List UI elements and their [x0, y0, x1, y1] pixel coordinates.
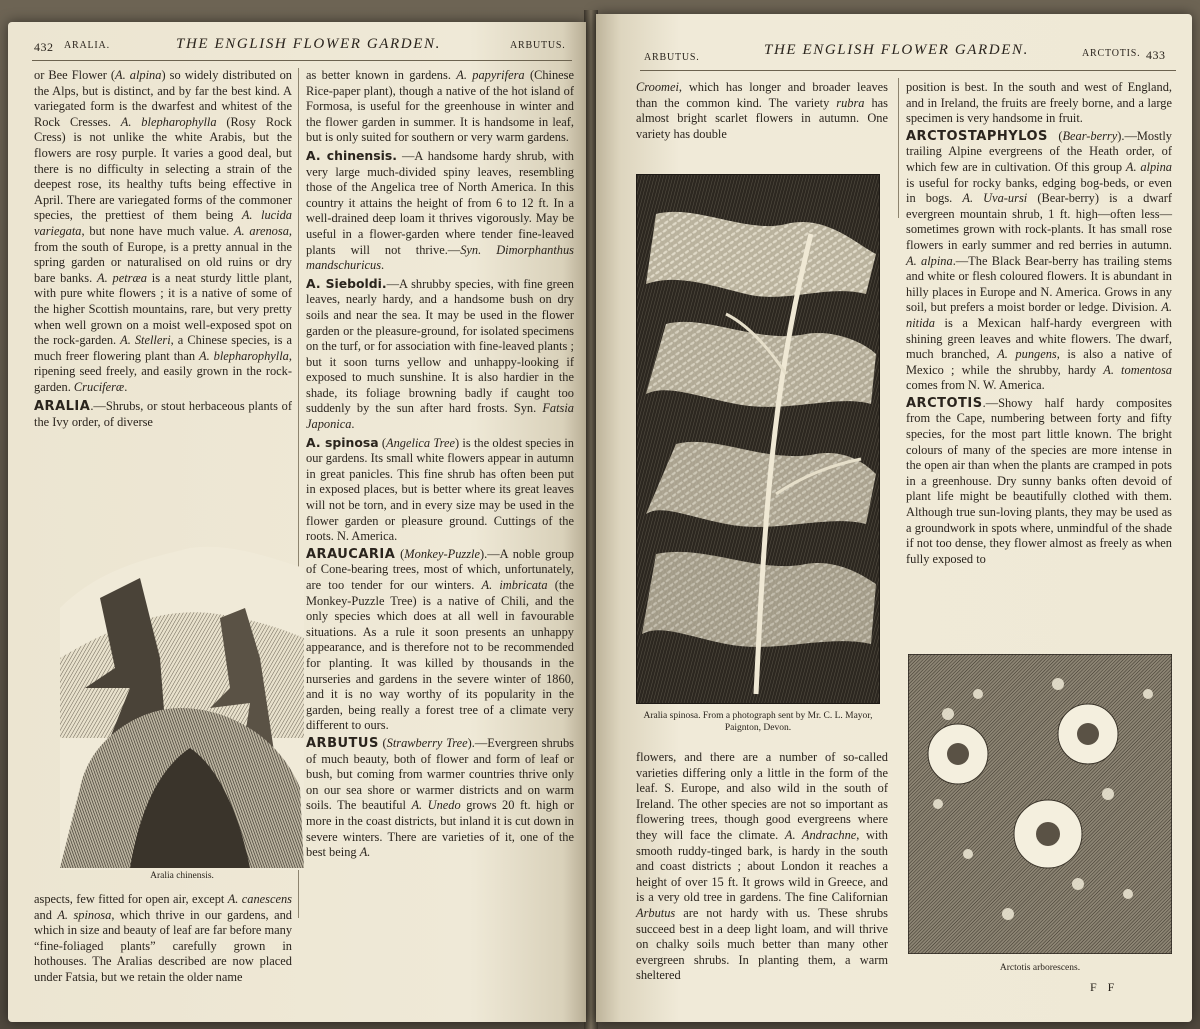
left-col1-paragraph: or Bee Flower (A. alpina) so widely distributed on the Alps, but is distinct, and by far the best kind. A variegated form is the dwarfest and whitest of the Rock Cresses. A. blepharophylla (Rosy Rock Cress) is not unlike the white Arabis, but the flowers are rosy purple. It varies a good deal, but there is no difficulty in selecting a strain of the deepest rose, its healthy tufts being effective in April. There are variegated forms of the commoner species, the prettiest of them being A. lucida variegata, but none have much value. A. arenosa, from the south of Europe, is a pretty annual in the spring garden or naturalised on old ruins or dry bare banks. A. petræa is a neat sturdy little plant, with pure white flowers ; it is a native of some of the higher Scottish mountains, rare, but very pretty when well grown on a moist well-exposed spot on the rock-garden. A. Stelleri, a Chinese species, is a much freer flowering plant than A. blepharophylla, ripening seed freely, and easily grown in the rock-garden. Cruciferæ. [34, 68, 292, 394]
aralia-spinosa-caption: Aralia spinosa. From a photograph sent by Mr. C. L. Mayor, Paignton, Devon. [643, 711, 873, 733]
left-col1-bottom [34, 892, 292, 986]
right-col1-top [636, 80, 888, 142]
right-section-right: ARCTOTIS. [1082, 48, 1141, 59]
arctotis-arborescens-caption: Arctotis arborescens. [999, 963, 1081, 973]
right-section-left: ARBUTUS. [644, 52, 700, 63]
croomei-paragraph: Croomei, which has longer and broader leaves than the common kind. The variety rubra has almost bright scarlet flowers in autumn. One variety has double [636, 80, 888, 141]
arctostaphylos-entry: ARCTOSTAPHYLOS (Bear-berry).—Mostly trailing Alpine evergreens of the Heath order, of which few are in cultivation. Of this group A. alpina is useful for rocky banks, edging bog-beds, or even in bogs. A. Uva-ursi (Bear-berry) is a dwarf evergreen mountain shrub, 1 ft. high—often less—sometimes grown with rock-plants. It has small rose flowers in early summer and red berries in autumn. A. alpina.—The Black Bear-berry has trailing stems and white or flesh coloured flowers. It is abundant in hilly places in Europe and N. America. Grows in any soil, but prefers a moist border or ledge. Division. A. nitida is a Mexican half-hardy evergreen with shining green leaves and white flowers. The dwarf, much branched, A. pungens, is also a native of Mexico ; while the shrubby, hardy A. tomentosa comes from N. W. America. [906, 128, 1173, 393]
spinosa-heading: A. spinosa [306, 434, 379, 450]
arbutus-continued-paragraph: flowers, and there are a number of so-called varieties differing only a little in the form of the leaf. S. Europe, and also wild in the south of Ireland. The other species are not so important as flowering trees, though good evergreens where they will face the climate. A. Andrachne, with smooth ruddy-tinged bark, is hardy in the south and coast districts ; about London it reaches a height of over 15 ft. It grows wild in Greece, and is a very old tree in gardens. The fine Californian Arbutus are not hardy with us. These shrubs succeed best in a deep light loam, and will thrive on chalky soils much better than many other evergreen shrubs. In planting them, a warm sheltered [636, 750, 888, 983]
arctotis-heading: ARCTOTIS [906, 395, 983, 411]
sieboldi-heading: A. Sieboldi. [306, 275, 387, 291]
arctotis-arborescens-engraving [908, 654, 1172, 954]
left-running-head [8, 36, 586, 60]
right-header-rule [640, 70, 1176, 71]
right-column-rule [898, 78, 899, 218]
left-header-rule [32, 60, 572, 61]
aralia-spinosa-engraving [636, 174, 880, 704]
aralia-heading: ARALIA [34, 399, 91, 415]
papyrifera-paragraph: as better known in gardens. A. papyrifera (Chinese Rice-paper plant), though a native of the hot island of Formosa, is useful for the greenhouse in winter and the flower garden in summer. It is handsome in leaf, but is only suited for southern or very warm gardens. [306, 68, 574, 145]
right-page [596, 14, 1192, 1022]
right-col1-bottom [636, 750, 888, 984]
araucaria-entry: ARAUCARIA (Monkey-Puzzle).—A noble group of Cone-bearing trees, most of which, unfortunately, are too tender for our winters. A. imbricata (the Monkey-Puzzle Tree) is a native of Chili, and the only species which does at all well in favourable situations. As a rule it soon presents an unhappy appearance, and is therefore not to be recommended for planting. It was killed by thousands in the nurseries and gardens in the severe winter of 1860, and it is no way worthy of its popularity in the garden, being really a forest tree of a climate very different to ours. [306, 546, 574, 733]
position-paragraph: position is best. In the south and west of England, and in Ireland, the fruits are freely borne, and a large specimen is very handsome in fruit. [906, 80, 1172, 126]
arctotis-entry: ARCTOTIS.—Showy half hardy composites from the Cape, numbering between forty and fifty species, for the most part little known. The bright colours of many of the species are more intense in the open air than when the plants are cramped in pots in a greenhouse. Dry sunny banks often devoid of plant life might be beautifully clothed with them. Although true sun-loving plants, they may be used as a groundwork in spots where, unmindful of the shade if not too dense, they flower almost as freely as when fully exposed to [906, 395, 1172, 566]
arbutus-heading: ARBUTUS [306, 735, 379, 751]
spinosa-entry: A. spinosa (Angelica Tree) is the oldest species in our gardens. Its small white flowers appear in autumn in great panicles. This fine shrub has often been put in exposed places, but is better where its great leaves will not be torn, and in every size may be used in the flower garden or pleasure ground. Cuttings of the roots. N. America. [306, 434, 574, 544]
left-section-left: ARALIA. [64, 40, 110, 51]
signature-mark: F F [1090, 980, 1119, 994]
right-running-head [596, 42, 1192, 66]
aralia-aspects-paragraph: aspects, few fitted for open air, except A. canescens and A. spinosa, which thrive in our gardens, and which in size and beauty of leaf are far before many “fine-foliaged plants” carefully grown in hothouses. The Aralias described are now placed under Fatsia, but we retain the older name [34, 892, 293, 984]
sieboldi-entry: A. Sieboldi.—A shrubby species, with fine green leaves, nearly hardy, and a handsome bush on dry soils and near the sea. It may be used in the flower garden or the pleasure-ground, for isolated specimens on the turf, or for association with fine-leaved plants ; but it soon turns yellow and unhappy-looking if exposed to much sunshine. It is also hardier in the shade, its foliage browning badly if caught too suddenly by the sun after hard frosts. Syn. Fatsia Japonica. [306, 275, 574, 432]
chinensis-heading: A. chinensis. [306, 147, 397, 163]
aralia-entry: ARALIA.—Shrubs, or stout herbaceous plants of the Ivy order, of diverse [34, 399, 292, 430]
arctostaphylos-heading: ARCTOSTAPHYLOS [906, 128, 1048, 144]
left-page [8, 22, 586, 1022]
left-running-title: THE ENGLISH FLOWER GARDEN. [176, 36, 441, 52]
aralia-chinensis-engraving [60, 538, 304, 870]
right-col2 [906, 80, 1172, 567]
arbutus-entry: ARBUTUS (Strawberry Tree).—Evergreen shrubs of much beauty, both of flower and form of leaf or bush, but coming from warmer countries thrive only on our sea shore or warmer districts and on warm soils. The beautiful A. Unedo grows 20 ft. high or more in the coast districts, but inland it is cut down in severe winters. There are varieties of it, one of the best being A. [306, 735, 574, 860]
right-running-title: THE ENGLISH FLOWER GARDEN. [764, 42, 1029, 58]
right-page-number: 433 [1146, 48, 1166, 62]
chinensis-entry: A. chinensis. —A handsome hardy shrub, with very large much-divided spiny leaves, resembling those of the Angelica tree of North America. In this country it attains the height of from 6 to 12 ft. In a well-drained deep loam it thrives vigorously. May be useful in a flower-garden where tender fine-leaved plants will not thrive.—Syn. Dimorphanthus mandschuricus. [306, 147, 574, 273]
araucaria-heading: ARAUCARIA [306, 546, 396, 562]
left-col1-top [34, 68, 292, 431]
left-page-number: 432 [34, 40, 54, 54]
left-section-right: ARBUTUS. [510, 40, 566, 51]
left-col2 [306, 68, 574, 861]
aralia-chinensis-caption: Aralia chinensis. [150, 871, 214, 881]
